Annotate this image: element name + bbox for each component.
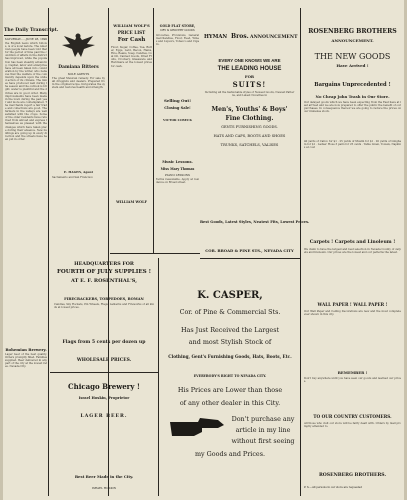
rosenberg-body-2: We claim to have the largest and best selection in Nevada County of carpets and linoleum. Our prices are the lowest and our patterns the latest. bbox=[304, 248, 401, 255]
eagle-ad-agent: E. HAGEN, Agent bbox=[64, 170, 93, 174]
rosenberg-closing: ROSENBERG BROTHERS. bbox=[318, 473, 387, 478]
section-rule bbox=[50, 372, 158, 373]
casper-corner: Cor. of Pine & Commercial Sts. bbox=[179, 308, 281, 316]
trunks-satchels: TRUNKS, SATCHELS, VALISES bbox=[220, 143, 279, 147]
for-cash-heading: For Cash bbox=[117, 37, 146, 43]
selling-out: Selling Out! bbox=[163, 98, 192, 103]
casper-ad bbox=[160, 260, 300, 496]
furnishing-goods: GENTS FURNISHING GOODS. bbox=[221, 125, 278, 129]
column-rule bbox=[300, 8, 301, 496]
my-goods-prices: my Goods and Prices. bbox=[194, 450, 266, 458]
section-rule bbox=[200, 258, 300, 259]
wolf-heading: WILLIAM WOLF'S bbox=[113, 24, 150, 28]
rosenberg-body-3: Our Wall Paper and Ceiling Decorations are new and the most complete ever shown in this city. bbox=[304, 310, 401, 317]
no-cheap-john: No Cheap John Trash in Our Store. bbox=[315, 94, 390, 99]
teacher-name: Miss Mary Thomas bbox=[160, 167, 195, 171]
piano-lessons: PIANO LESSONS bbox=[165, 173, 190, 177]
eagle-ad-body: The great Mexican remedy. For sale by all druggists and dealers. Prepared from the original recipe. Invigorates the system and restores health and strength. bbox=[52, 77, 105, 90]
column-rule bbox=[158, 258, 159, 496]
closing-sale: Closing Sale! bbox=[164, 106, 191, 110]
without-seeing: without first seeing bbox=[231, 437, 295, 445]
announcement: ANNOUNCEMENT bbox=[250, 35, 298, 40]
brewery-proprietor: Israel Hoskin, Proprietor bbox=[78, 396, 130, 400]
casper-prices: His Prices are Lower than those bbox=[177, 386, 283, 394]
music-lessons-heading: Music Lessons. bbox=[162, 160, 193, 164]
have-arrived: Have Arrived ! bbox=[336, 63, 369, 68]
rosenberg-body-5: All those who visit our store will be fairly dealt with. Orders by mail promptly attended to. bbox=[304, 422, 401, 429]
casper-stock: and most Stylish Stock of bbox=[188, 338, 272, 346]
fine-clothing: Fine Clothing. bbox=[225, 115, 274, 122]
flags-line: Flags from 5 cents per dozen up bbox=[62, 340, 146, 345]
rosenberg-ad bbox=[302, 10, 403, 496]
suits-heading: SUITS! bbox=[232, 80, 267, 89]
eagle-ad-footer: Sacramento and San Francisco bbox=[52, 176, 94, 179]
price-list-body: Flour, Sugar, Coffee, Tea, Butter, Eggs, Lard, Bacon, Hams, Rice, Beans, Soap, Candles, Coal Oil, Canned Goods, Dried Fruits, Crockery, Glassware and Hardware at the lowest prices for cash. bbox=[111, 46, 153, 68]
hyman-bros-ad bbox=[200, 10, 310, 258]
leading-house: THE LEADING HOUSE bbox=[217, 66, 282, 72]
casper-received: Has Just Received the Largest bbox=[180, 326, 280, 334]
eagle-icon bbox=[60, 30, 97, 60]
column-rule bbox=[48, 8, 49, 496]
brewery-signature: ISRAEL HOSKIN bbox=[91, 486, 117, 490]
rosenberg-body-4: Don't buy anywhere until you have seen our goods and learned our prices. bbox=[304, 377, 401, 384]
including-text: Including all the fashionable styles of Newest Goods, Newest Patterns, and Latest Novelties in bbox=[204, 91, 295, 98]
price-list-heading: PRICE LIST bbox=[117, 30, 146, 35]
news-body: the English news which follows, is of a local nature. The American people have been told that for the period of time past the condition of affairs in the district has improved, while the population has been steadily advancing. Capital, labor and enterprise have all been taken into consideration by the writer, who believes that the welfare of the community depends upon the united action of its citizens. The mines have produced well during the season and the outlook is bright; water is plentiful and the ditches are in good order. Many improvements have been made in the town during the past year and more are contemplated. The merchants report a fair trade and collections are good. The farmers in the valleys are well satisfied with the crops. Some of the older residents have returned from abroad and express themselves as pleased with the changes which have taken place during their absence. New buildings are going up in every direction and the streets have been put in order. bbox=[5, 42, 47, 141]
hyman-address: COR. BROAD & PINE STS., NEVADA CITY bbox=[205, 248, 294, 253]
pointing-hand-icon bbox=[168, 416, 226, 438]
mens-clothing: Men's, Youths' & Boys' bbox=[211, 106, 288, 113]
ad-heading: Bohemian Brewery. bbox=[5, 347, 47, 352]
column-1 bbox=[4, 10, 59, 496]
dont-purchase: Don't purchase any bbox=[231, 415, 295, 423]
brewery-heading: Chicago Brewery ! bbox=[68, 382, 140, 391]
new-goods: THE NEW GOODS bbox=[314, 52, 391, 61]
rosenthal-name: AT E. F. ROSENTHAL'S, bbox=[71, 278, 137, 284]
casper-goods: Clothing, Gent's Furnishing Goods, Hats, Boots, Etc. bbox=[168, 354, 292, 359]
eagle-ad bbox=[50, 10, 107, 250]
gold-flat-store-ad bbox=[155, 10, 200, 250]
carpets-heading: Carpets ! Carpets and Linoleum ! bbox=[309, 240, 396, 245]
for-label: FOR bbox=[244, 74, 255, 79]
hyman-name: HYMAN bbox=[204, 34, 228, 40]
date-line: SATURDAY......JUNE 28, 1890 bbox=[4, 37, 48, 41]
rosenthal-ad bbox=[50, 256, 158, 366]
store-owner: VICTOR LUBECK bbox=[163, 118, 192, 122]
masthead: The Daily Transcript. bbox=[4, 28, 59, 33]
wall-paper-heading: WALL PAPER ! WALL PAPER ! bbox=[317, 302, 388, 307]
casper-name: K. CASPER, bbox=[197, 290, 263, 301]
ps-footer: P. S.—All persons in our store are requested bbox=[304, 486, 362, 489]
firecrackers: FIRECRACKERS, TORPEDOES, ROMAN bbox=[64, 297, 144, 301]
rosenberg-name: ROSENBERG BROTHERS bbox=[308, 28, 397, 35]
best-goods: Best Goods, Latest Styles, Neatest Fits, Lowest Prices. bbox=[200, 220, 310, 224]
ad-body: Lager beer of the best quality. Orders promptly filled. Families supplied. Beer delivered in any part of the city at the lowest rates. Nevada City. bbox=[5, 353, 48, 369]
eagle-ad-title: Damiana Bitters bbox=[58, 65, 99, 70]
casper-city: EVERYBODY'S RIGHT TO NEVADA CITY. bbox=[193, 374, 267, 378]
country-customers: TO OUR COUNTRY CUSTOMERS. bbox=[313, 414, 392, 419]
bargains: Bargains Unprecedented ! bbox=[314, 82, 391, 88]
remember-heading: REMEMBER ! bbox=[337, 370, 368, 375]
article-line: article in my line bbox=[235, 426, 291, 434]
headquarters-heading: HEADQUARTERS FOR bbox=[74, 261, 134, 267]
lager-beer: LAGER BEER. bbox=[80, 414, 128, 419]
section-rule bbox=[110, 253, 200, 254]
bros-name: Bros. bbox=[231, 33, 249, 40]
fourth-of-july: FOURTH OF JULY SUPPLIES ! bbox=[56, 269, 152, 275]
best-beer: Best Beer Made in the City. bbox=[74, 474, 134, 479]
rosenberg-announcement: ANNOUNCEMENT. bbox=[331, 38, 374, 43]
lessons-body: Terms reasonable. Apply at residence on Broad street. bbox=[156, 178, 199, 185]
masthead-rule bbox=[4, 35, 48, 36]
chicago-brewery-ad bbox=[50, 374, 158, 494]
store-body: Groceries, Provisions, General merchandise, Flour, Feed, Wines and Liquors, Tobacco and Cigars. bbox=[156, 34, 199, 47]
eagle-ad-sub: SOLE AGENTS bbox=[67, 72, 90, 76]
hats-caps: HATS AND CAPS, BOOTS AND SHOES bbox=[213, 134, 286, 138]
wholesale-prices: WHOLESALE PRICES. bbox=[76, 358, 132, 363]
rosenthal-body: Candles, Sky Rockets, Pin Wheels, Flags, Lanterns and Fireworks of all kinds at lowest prices. bbox=[54, 303, 154, 310]
rosenberg-price-list: 40 yards of Calico for $1 · 25 yards of Muslin for $1 · 20 yards of Gingham for $1 · Ladies' Hose 3 pairs for 25 cents · Table Linen, Towels, Napkins at cost bbox=[304, 140, 401, 150]
wolf-signature: WILLIAM WOLF bbox=[116, 200, 147, 204]
rosenberg-body-1: Our delayed goods which we have been expecting from the East have at last arrived and we are now prepared to offer the public the benefit of our purchases. In consequence thereof we are going to reduce the prices on our immense stock. bbox=[304, 101, 402, 114]
store-heading: GOLD FLAT STORE, bbox=[159, 24, 196, 28]
column-rule bbox=[153, 8, 154, 253]
every-one-knows: EVERY ONE KNOWS WE ARE bbox=[218, 58, 281, 63]
casper-other: of any other dealer in this City. bbox=[179, 399, 281, 407]
page-left-edge bbox=[0, 0, 3, 500]
wolf-price-list bbox=[110, 10, 153, 250]
store-sub: DRY & GROCERY GOODS bbox=[160, 29, 195, 32]
